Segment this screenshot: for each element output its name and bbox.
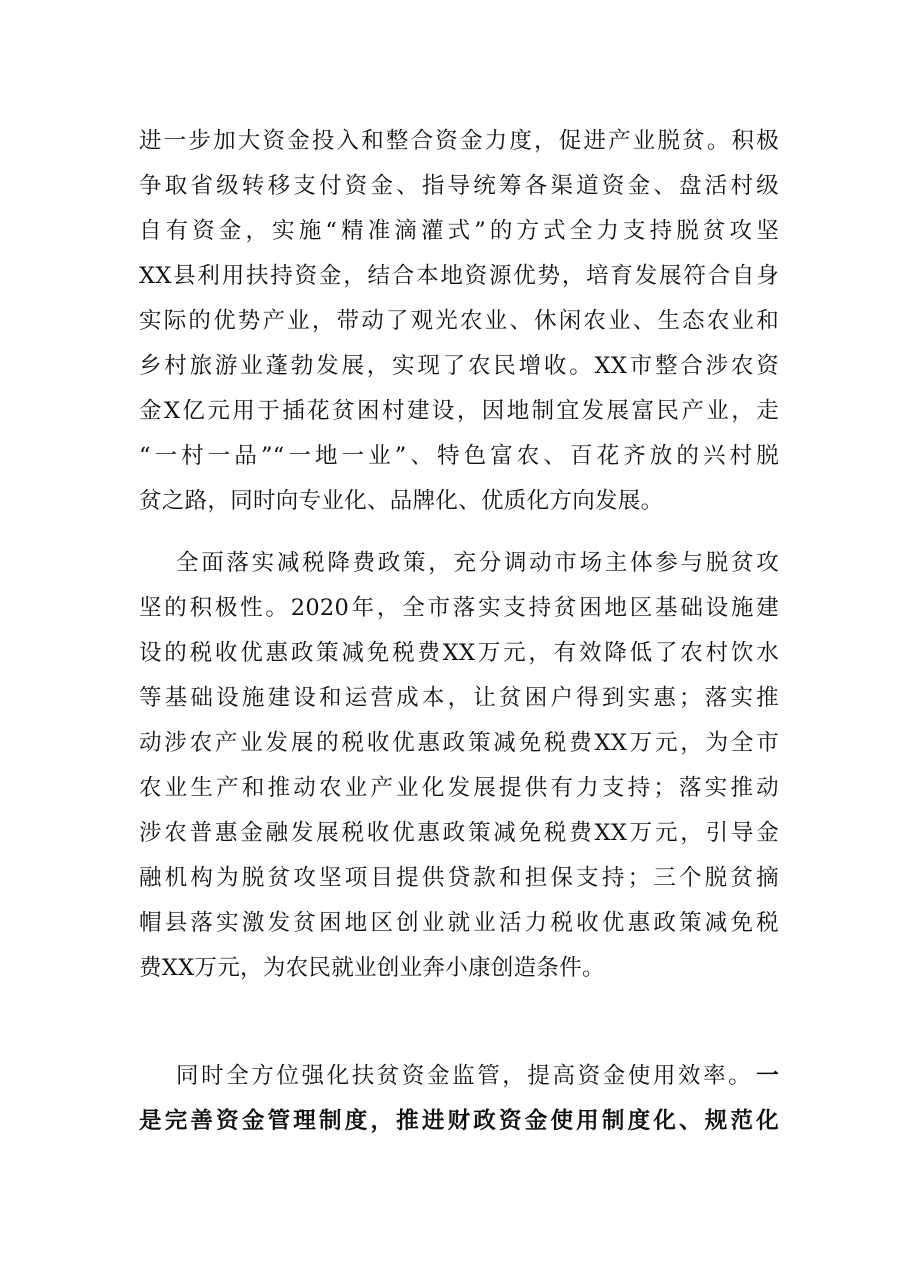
paragraph-line: 全面落实减税降费政策，充分调动市场主体参与脱贫攻 [176,550,779,576]
paragraph-line: XX县利用扶持资金，结合本地资源优势，培育发展符合自身 [139,263,779,289]
paragraph-line: 等基础设施建设和运营成本，让贫困户得到实惠；落实推 [139,685,779,711]
paragraph-line-bold: 是完善资金管理制度，推进财政资金使用制度化、规范化 [139,1108,779,1134]
paragraph-line: 融机构为脱贫攻坚项目提供贷款和担保支持；三个脱贫摘 [139,865,779,891]
paragraph-line: 动涉农产业发展的税收优惠政策减免税费XX万元，为全市 [139,730,779,756]
paragraph-line: “一村一品”“一地一业”、特色富农、百花齐放的兴村脱 [139,443,779,469]
paragraph-line: 自有资金，实施“精准滴灌式”的方式全力支持脱贫攻坚 [139,218,779,244]
paragraph-line: 贫之路，同时向专业化、品牌化、优质化方向发展。 [139,488,664,514]
paragraph-line: 坚的积极性。2020年，全市落实支持贫困地区基础设施建 [139,595,779,621]
paragraph-line: 争取省级转移支付资金、指导统筹各渠道资金、盘活村级 [139,173,779,199]
paragraph-line: 涉农普惠金融发展税收优惠政策减免税费XX万元，引导金 [139,820,779,846]
paragraph-line: 帽县落实激发贫困地区创业就业活力税收优惠政策减免税 [139,910,779,936]
paragraph-3-normal-text: 同时全方位强化扶贫资金监管，提高资金使用效率。 [176,1063,754,1089]
paragraph-line: 实际的优势产业，带动了观光农业、休闲农业、生态农业和 [139,308,779,334]
paragraph-3-bold-text: 一 [756,1063,779,1089]
paragraph-line: 金X亿元用于插花贫困村建设，因地制宜发展富民产业，走 [139,398,779,424]
paragraph-line: 设的税收优惠政策减免税费XX万元，有效降低了农村饮水 [139,640,779,666]
paragraph-line: 乡村旅游业蓬勃发展，实现了农民增收。XX市整合涉农资 [139,353,779,379]
paragraph-line: 进一步加大资金投入和整合资金力度，促进产业脱贫。积极 [139,128,779,154]
paragraph-line [176,1058,779,1094]
paragraph-line: 农业生产和推动农业产业化发展提供有力支持；落实推动 [139,775,779,801]
paragraph-line: 费XX万元，为农民就业创业奔小康创造条件。 [139,955,605,981]
